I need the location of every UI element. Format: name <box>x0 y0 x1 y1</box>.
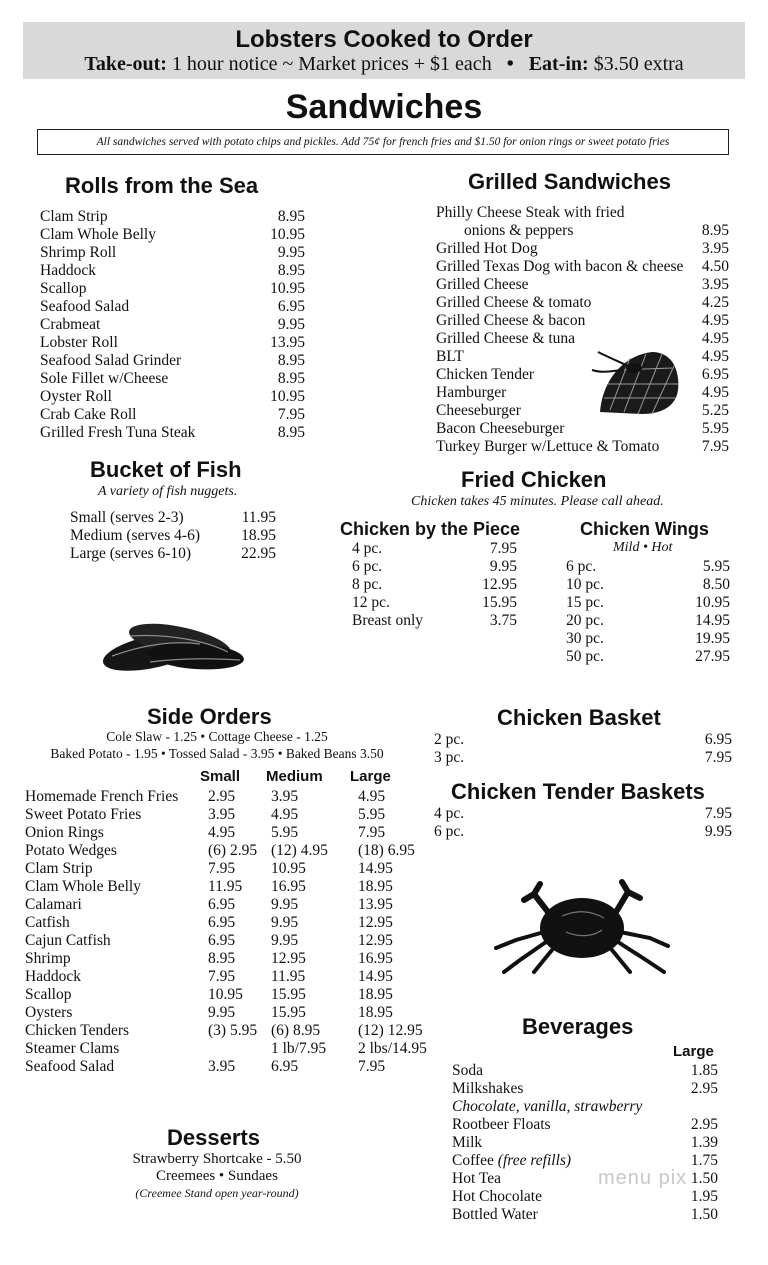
side-price-large: (12) 12.95 <box>358 1022 423 1039</box>
side-price-large: 12.95 <box>358 932 393 949</box>
item-price: 10.95 <box>695 594 730 611</box>
item-name: Milk <box>452 1134 483 1151</box>
list-item <box>40 370 305 388</box>
side-price-medium: 5.95 <box>271 824 299 841</box>
banner-title: Lobsters Cooked to Order <box>235 26 533 53</box>
side-price-large: 18.95 <box>358 1004 393 1021</box>
wings-subtitle: Mild • Hot <box>613 540 673 555</box>
item-name: Chicken Tender <box>436 366 535 383</box>
item-price: 3.95 <box>701 240 729 257</box>
item-price: 9.95 <box>704 823 732 840</box>
piece-list <box>352 540 517 630</box>
item-name: Soda <box>452 1062 483 1079</box>
side-name: Shrimp <box>25 950 71 967</box>
item-price: 15.95 <box>482 594 517 611</box>
item-name: Bacon Cheeseburger <box>436 420 565 437</box>
side-price-small: 4.95 <box>208 824 236 841</box>
wings-title: Chicken Wings <box>580 519 709 539</box>
item-price: 13.95 <box>270 334 305 351</box>
fried-chicken-note: Chicken takes 45 minutes. Please call ahead. <box>411 494 664 509</box>
item-name: Shrimp Roll <box>40 244 117 261</box>
item-price: 4.95 <box>701 330 729 347</box>
item-price: 1.95 <box>690 1188 718 1205</box>
item-price: 4.50 <box>701 258 729 275</box>
list-item <box>452 1062 718 1080</box>
watermark: menu pix <box>598 1167 688 1189</box>
takeout-label: Take-out: <box>84 53 167 75</box>
side-name: Homemade French Fries <box>25 788 179 805</box>
side-price-medium: 15.95 <box>271 1004 306 1021</box>
item-name: Hot Chocolate <box>452 1188 542 1205</box>
side-price-small: 3.95 <box>208 1058 236 1075</box>
table-row <box>25 1022 425 1040</box>
item-name: 8 pc. <box>352 576 383 593</box>
side-price-large: 13.95 <box>358 896 393 913</box>
list-item <box>566 576 730 594</box>
item-price: 10.95 <box>270 226 305 243</box>
rolls-title: Rolls from the Sea <box>65 173 259 198</box>
item-price: 11.95 <box>241 509 276 526</box>
item-price: 6.95 <box>704 731 732 748</box>
basket-title: Chicken Basket <box>497 705 661 730</box>
list-item <box>436 204 729 222</box>
item-name: Breast only <box>352 612 424 629</box>
item-price: 10.95 <box>270 280 305 297</box>
list-item <box>434 731 732 749</box>
item-name: Clam Whole Belly <box>40 226 156 243</box>
item-price: 7.95 <box>489 540 517 557</box>
table-row <box>25 860 425 878</box>
tender-list <box>434 805 732 841</box>
table-row <box>25 914 425 932</box>
side-name: Cajun Catfish <box>25 932 111 949</box>
item-name: Philly Cheese Steak with fried <box>436 204 625 221</box>
side-price-medium: 9.95 <box>271 914 299 931</box>
item-price: 7.95 <box>704 805 732 822</box>
item-name: Chocolate, vanilla, strawberry <box>452 1098 643 1115</box>
list-item <box>40 226 305 244</box>
list-item <box>566 594 730 612</box>
wings-list <box>566 558 730 666</box>
side-name: Sweet Potato Fries <box>25 806 142 823</box>
item-name: Grilled Cheese & bacon <box>436 312 586 329</box>
table-row <box>25 986 425 1004</box>
item-price: 4.95 <box>701 348 729 365</box>
list-item <box>436 420 729 438</box>
side-price-large: 18.95 <box>358 878 393 895</box>
item-name: 20 pc. <box>566 612 604 629</box>
side-price-medium: (6) 8.95 <box>271 1022 321 1039</box>
item-price: 8.95 <box>277 370 305 387</box>
list-item <box>40 280 305 298</box>
bucket-list <box>70 509 276 563</box>
side-price-small: 7.95 <box>208 860 236 877</box>
side-price-medium: 12.95 <box>271 950 306 967</box>
bucket-subtitle: A variety of fish nuggets. <box>98 484 238 499</box>
item-name: Small (serves 2-3) <box>70 509 184 526</box>
item-name: Hot Tea <box>452 1170 501 1187</box>
item-name: 4 pc. <box>434 805 465 822</box>
item-name: 6 pc. <box>434 823 465 840</box>
list-item <box>434 749 732 767</box>
list-item <box>436 222 729 240</box>
list-item <box>436 402 729 420</box>
side-price-small: 8.95 <box>208 950 236 967</box>
item-price: 14.95 <box>695 612 730 629</box>
side-price-small: 11.95 <box>208 878 243 895</box>
rolls-list <box>40 208 305 442</box>
list-item <box>452 1188 718 1206</box>
side-price-medium: 4.95 <box>271 806 299 823</box>
item-name: 15 pc. <box>566 594 604 611</box>
side-price-large: 14.95 <box>358 860 393 877</box>
eatin-text: $3.50 extra <box>593 53 684 75</box>
item-name: Crab Cake Roll <box>40 406 137 423</box>
list-item <box>70 545 276 563</box>
item-name: 2 pc. <box>434 731 465 748</box>
item-name: 12 pc. <box>352 594 390 611</box>
item-note: (free refills) <box>497 1152 572 1169</box>
sides-line1: Cole Slaw - 1.25 • Cottage Cheese - 1.25 <box>106 729 328 744</box>
list-item <box>452 1080 718 1098</box>
table-row <box>25 1004 425 1022</box>
list-item <box>352 558 517 576</box>
clams-icon <box>100 600 248 675</box>
item-price: 8.95 <box>277 262 305 279</box>
sides-line2: Baked Potato - 1.95 • Tossed Salad - 3.95 • Baked Beans 3.50 <box>50 746 384 761</box>
side-name: Clam Whole Belly <box>25 878 141 895</box>
desserts-line1: Strawberry Shortcake - 5.50 <box>132 1151 302 1167</box>
side-name: Steamer Clams <box>25 1040 120 1057</box>
item-price: 8.95 <box>277 424 305 441</box>
sides-table <box>25 788 425 1076</box>
list-item <box>434 805 732 823</box>
item-name: onions & peppers <box>464 222 574 239</box>
item-price: 9.95 <box>489 558 517 575</box>
col-medium: Medium <box>266 768 323 785</box>
item-price: 8.95 <box>277 352 305 369</box>
side-name: Chicken Tenders <box>25 1022 130 1039</box>
item-name: Sole Fillet w/Cheese <box>40 370 169 387</box>
item-price: 8.95 <box>277 208 305 225</box>
bullet: • <box>506 53 514 75</box>
list-item <box>40 208 305 226</box>
list-item <box>452 1098 718 1116</box>
item-price: 5.95 <box>701 420 729 437</box>
list-item <box>434 823 732 841</box>
item-name: 10 pc. <box>566 576 604 593</box>
item-name: Rootbeer Floats <box>452 1116 551 1133</box>
side-price-medium: 15.95 <box>271 986 306 1003</box>
side-price-large: (18) 6.95 <box>358 842 415 859</box>
table-row <box>25 842 425 860</box>
lobster-banner <box>23 22 745 79</box>
item-name: Scallop <box>40 280 87 297</box>
side-name: Calamari <box>25 896 82 913</box>
side-price-medium: 6.95 <box>271 1058 299 1075</box>
item-name: Lobster Roll <box>40 334 118 351</box>
side-price-small: 9.95 <box>208 1004 236 1021</box>
item-price: 1.50 <box>690 1170 718 1187</box>
list-item <box>436 384 729 402</box>
side-name: Oysters <box>25 1004 73 1021</box>
list-item <box>452 1206 718 1224</box>
beverages-title: Beverages <box>522 1014 634 1039</box>
side-price-small: 10.95 <box>208 986 243 1003</box>
item-name: Oyster Roll <box>40 388 112 405</box>
list-item <box>566 612 730 630</box>
side-price-medium: (12) 4.95 <box>271 842 328 859</box>
side-price-large: 12.95 <box>358 914 393 931</box>
bucket-title: Bucket of Fish <box>90 457 242 482</box>
basket-list <box>434 731 732 767</box>
side-price-small: 6.95 <box>208 896 236 913</box>
item-price: 5.25 <box>701 402 729 419</box>
grilled-title: Grilled Sandwiches <box>468 169 671 194</box>
item-name: Crabmeat <box>40 316 101 333</box>
list-item <box>436 438 729 456</box>
side-name: Scallop <box>25 986 72 1003</box>
item-price: 18.95 <box>241 527 276 544</box>
item-price: 4.25 <box>701 294 729 311</box>
side-price-small: 3.95 <box>208 806 236 823</box>
item-price: 4.95 <box>701 384 729 401</box>
item-name: Milkshakes <box>452 1080 524 1097</box>
side-price-large: 2 lbs/14.95 <box>358 1040 427 1057</box>
item-price: 7.95 <box>277 406 305 423</box>
item-name: Clam Strip <box>40 208 108 225</box>
table-row <box>25 968 425 986</box>
beverages-col-large: Large <box>673 1043 714 1060</box>
item-name: BLT <box>436 348 464 365</box>
side-price-large: 18.95 <box>358 986 393 1003</box>
side-price-medium: 10.95 <box>271 860 306 877</box>
list-item <box>40 424 305 442</box>
list-item <box>40 334 305 352</box>
sides-title: Side Orders <box>147 704 272 729</box>
list-item <box>436 366 729 384</box>
item-price: 2.95 <box>690 1116 718 1133</box>
grilled-list <box>436 204 729 456</box>
item-name: Turkey Burger w/Lettuce & Tomato <box>436 438 660 455</box>
eatin-label: Eat-in: <box>528 53 589 75</box>
list-item <box>352 612 517 630</box>
side-price-medium: 9.95 <box>271 896 299 913</box>
table-row <box>25 788 425 806</box>
side-price-medium: 11.95 <box>271 968 306 985</box>
item-name: 3 pc. <box>434 749 465 766</box>
table-row <box>25 878 425 896</box>
side-price-medium: 9.95 <box>271 932 299 949</box>
item-price: 7.95 <box>701 438 729 455</box>
list-item <box>436 258 729 276</box>
side-name: Seafood Salad <box>25 1058 115 1075</box>
list-item <box>452 1116 718 1134</box>
banner-details <box>23 53 745 76</box>
table-row <box>25 1040 425 1058</box>
item-price: 3.95 <box>701 276 729 293</box>
col-small: Small <box>200 768 241 785</box>
item-name: Grilled Texas Dog with bacon & cheese <box>436 258 684 275</box>
list-item <box>436 348 729 366</box>
table-row <box>25 806 425 824</box>
list-item <box>436 330 729 348</box>
side-price-small: 7.95 <box>208 968 236 985</box>
item-price: 3.75 <box>489 612 517 629</box>
takeout-text: 1 hour notice ~ Market prices + $1 each <box>171 53 492 75</box>
table-row <box>25 1058 425 1076</box>
item-name: Grilled Hot Dog <box>436 240 538 257</box>
sandwiches-title: Sandwiches <box>285 88 483 126</box>
item-price: 10.95 <box>270 388 305 405</box>
list-item <box>436 240 729 258</box>
side-name: Clam Strip <box>25 860 93 877</box>
desserts-title: Desserts <box>167 1125 260 1150</box>
item-name: Coffee <box>452 1152 494 1169</box>
side-price-medium: 3.95 <box>271 788 299 805</box>
table-row <box>25 896 425 914</box>
list-item <box>452 1134 718 1152</box>
item-name: Grilled Cheese <box>436 276 529 293</box>
beverages-list <box>452 1062 718 1224</box>
side-price-large: 7.95 <box>358 1058 386 1075</box>
side-price-large: 5.95 <box>358 806 386 823</box>
item-price: 1.75 <box>690 1152 718 1169</box>
list-item <box>566 630 730 648</box>
item-price: 27.95 <box>695 648 730 665</box>
side-price-large: 7.95 <box>358 824 386 841</box>
side-price-medium: 16.95 <box>271 878 306 895</box>
item-price: 1.39 <box>690 1134 718 1151</box>
table-row <box>25 932 425 950</box>
side-price-large: 4.95 <box>358 788 386 805</box>
desserts-line2: Creemees • Sundaes <box>156 1168 278 1184</box>
side-name: Haddock <box>25 968 81 985</box>
item-name: Hamburger <box>436 384 507 401</box>
item-price: 12.95 <box>482 576 517 593</box>
list-item <box>352 576 517 594</box>
list-item <box>352 540 517 558</box>
list-item <box>40 298 305 316</box>
item-name: Grilled Cheese & tuna <box>436 330 576 347</box>
list-item <box>70 527 276 545</box>
item-price: 7.95 <box>704 749 732 766</box>
list-item <box>70 509 276 527</box>
side-name: Potato Wedges <box>25 842 117 859</box>
side-price-small: 6.95 <box>208 932 236 949</box>
item-name: Grilled Cheese & tomato <box>436 294 592 311</box>
list-item <box>40 388 305 406</box>
item-name: 6 pc. <box>352 558 383 575</box>
item-name: 4 pc. <box>352 540 383 557</box>
item-price: 9.95 <box>277 244 305 261</box>
list-item <box>352 594 517 612</box>
item-name: Seafood Salad <box>40 298 130 315</box>
item-price: 8.95 <box>701 222 729 239</box>
item-price: 19.95 <box>695 630 730 647</box>
item-name: 6 pc. <box>566 558 597 575</box>
item-price: 1.85 <box>690 1062 718 1079</box>
list-item <box>40 244 305 262</box>
item-name: Medium (serves 4-6) <box>70 527 200 544</box>
side-price-small: 6.95 <box>208 914 236 931</box>
item-name: Grilled Fresh Tuna Steak <box>40 424 196 441</box>
list-item <box>40 406 305 424</box>
list-item <box>40 352 305 370</box>
side-price-large: 16.95 <box>358 950 393 967</box>
sandwiches-note: All sandwiches served with potato chips and pickles. Add 75¢ for french fries and $1.50 for onion rings or sweet potato fries <box>37 129 729 155</box>
item-name: Seafood Salad Grinder <box>40 352 182 369</box>
item-name: 50 pc. <box>566 648 604 665</box>
item-name: Bottled Water <box>452 1206 538 1223</box>
side-price-medium: 1 lb/7.95 <box>271 1040 327 1057</box>
item-price: 6.95 <box>277 298 305 315</box>
side-price-small: (3) 5.95 <box>208 1022 258 1039</box>
side-price-small: 2.95 <box>208 788 236 805</box>
list-item <box>436 294 729 312</box>
fried-chicken-title: Fried Chicken <box>461 467 607 492</box>
side-price-large: 14.95 <box>358 968 393 985</box>
piece-title: Chicken by the Piece <box>340 519 521 539</box>
table-row <box>25 824 425 842</box>
item-price: 6.95 <box>701 366 729 383</box>
item-price: 8.50 <box>702 576 730 593</box>
item-price: 9.95 <box>277 316 305 333</box>
lobster-trap-icon <box>590 344 682 416</box>
list-item <box>436 276 729 294</box>
side-price-small: (6) 2.95 <box>208 842 258 859</box>
item-price: 1.50 <box>690 1206 718 1223</box>
item-price: 2.95 <box>690 1080 718 1097</box>
desserts-line3: (Creemee Stand open year-round) <box>135 1186 299 1200</box>
list-item <box>40 262 305 280</box>
item-price: 5.95 <box>702 558 730 575</box>
item-name: 30 pc. <box>566 630 604 647</box>
tender-baskets-title: Chicken Tender Baskets <box>451 779 705 804</box>
col-large: Large <box>350 768 391 785</box>
item-name: Haddock <box>40 262 96 279</box>
crab-icon <box>490 876 672 982</box>
item-price: 4.95 <box>701 312 729 329</box>
item-price: 22.95 <box>241 545 276 562</box>
item-name: Cheeseburger <box>436 402 521 419</box>
list-item <box>566 648 730 666</box>
table-row <box>25 950 425 968</box>
list-item <box>40 316 305 334</box>
list-item <box>566 558 730 576</box>
side-name: Catfish <box>25 914 70 931</box>
item-name: Large (serves 6-10) <box>70 545 192 562</box>
list-item <box>436 312 729 330</box>
side-name: Onion Rings <box>25 824 104 841</box>
